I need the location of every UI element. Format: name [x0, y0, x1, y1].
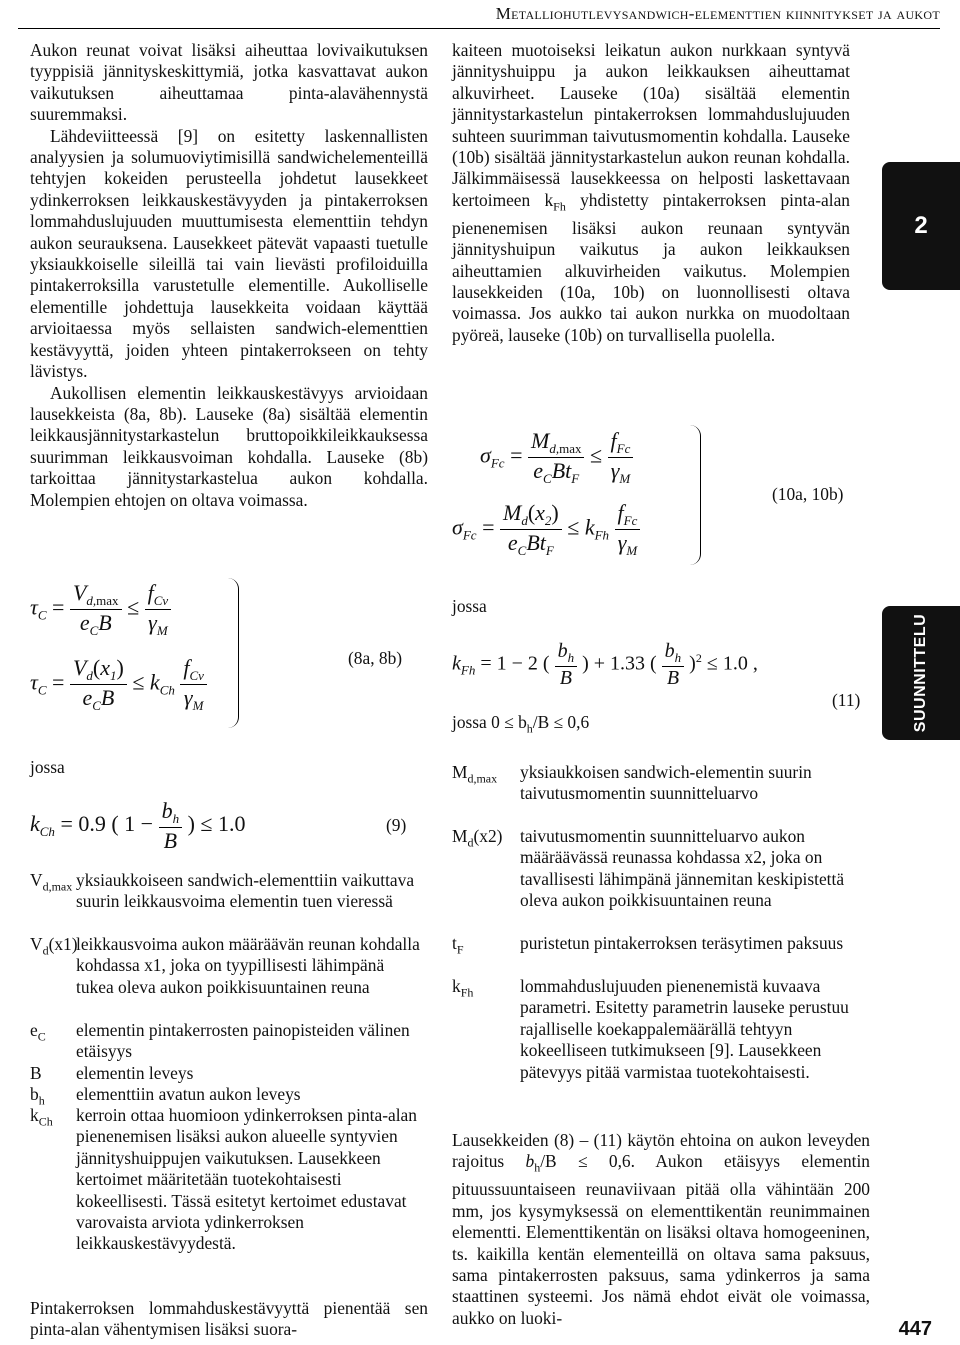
- def-mdx2: $M_d(x2)$ taivutusmomentin suunnitteluarvo aukon määräävässä reunassa kohdassa x2, joka on tavallisesti lähimpänä jännemitan keskipistettä oleva aukon poikkisuuntainen reuna: [452, 826, 845, 911]
- jossa-label-1: jossa: [30, 757, 65, 777]
- label-eq-10: (10a, 10b): [772, 484, 844, 504]
- def-vdmax: $V_{d,max}$ yksiaukkoiseen sandwich-elementtiin vaikuttava suurin leikkausvoima elementin tuen vieressä: [30, 870, 415, 912]
- brace-10: [690, 425, 701, 565]
- equation-10a: $\sigma_{Fc}$ = $\frac{M_{d,max}}{e_CBt_F}$ ≤ $\frac{f_{Fc}}{\gamma_M}$: [480, 428, 633, 487]
- jossa-label-2: jossa: [452, 596, 487, 616]
- left-bottom-text: [30, 1298, 428, 1341]
- page-number: 447: [898, 1318, 932, 1340]
- def-tf: $t_F$ puristetun pintakerroksen teräsytimen paksuus: [452, 933, 844, 957]
- left-paragraph-2: Lähdeviitteessä [9] on esitetty laskennallisten analyysien ja solumuoviytimisillä sandwichelementeillä tehtyjen kokeiden perusteella johdetut lausekkeet ydinkerroksen leikkauskestävyyden ja pintakerroksen lommahduslujuuden muuttumisesta elementtiin tehdyn aukon seurauksena. Lausekkeet pätevät vapaasti tuetulle yksiaukkoiselle sileillä tai vain lievästi profiloiduilla pintakerroksilla varustetulle elementille. Aukolliselle elementille johdettuja lausekkeita voidaan käyttää arvioitaessa myös sellaisten sandwich-elementtien kestävyyttä, joiden yhteen pintakerrokseen on tehty lävistys.: [30, 125, 428, 382]
- left-column-text: [30, 40, 428, 511]
- brace-8: [228, 578, 239, 728]
- def-kfh: $k_{Fh}$ lommahduslujuuden pienenemistä kuvaava parametri. Esitetty parametrin lauseke perustuu rajalliselle koekappalemäärällä tehtyyn kokeelliseen tutkimukseen [9]. Lausekkeen pätevyys pitää varmistaa tuotekohtaisesti.: [452, 976, 849, 1082]
- header-rule: [18, 28, 940, 29]
- label-eq-9: (9): [386, 815, 407, 835]
- label-eq-11: (11): [832, 690, 861, 710]
- right-paragraph-2: Lausekkeiden (8) – (11) käytön ehtoina on aukon leveyden rajoitus $b_h/B \le 0,6$. Aukon etäisyys elementin pituussuuntaiseen reunaviivaan pitää olla vähintään 200 mm, jos kysymyksessä on elementtikentän reunimmainen elementti. Elementtikentän on lisäksi oltava homogeeninen, ts. kaikilla kentän elementeillä on oltava sama paksuus, sama pintakerrosten paksuus, sama ydinkerros ja sama staattinen systeemi. Jos nämä ehdot eivät ole voimassa, aukko on luoki-: [452, 1130, 870, 1328]
- def-ec: $e_C$ elementin pintakerrosten painopisteiden välinen etäisyys: [30, 1020, 410, 1062]
- left-paragraph-1: Aukon reunat voivat lisäksi aiheuttaa lovivaikutuksen tyyppisiä jännityskeskittymiä, jotka kasvattavat aukon vaikutuksen aiheuttamaa pinta-alavähennystä suuremmaksi.: [30, 40, 428, 125]
- equation-9: $k_{Ch} = 0.9$ ( 1 − $\frac{b_h}{B}$ ) ≤ 1.0: [30, 798, 246, 853]
- def-vdx1: $V_d(x1)$ leikkausvoima aukon määräävän reunan kohdalla kohdassa x1, joka on tyypillisesti lähimpänä tukea oleva aukon poikkisuuntainen reuna: [30, 934, 420, 997]
- definitions-left: [30, 870, 422, 1255]
- def-b: B elementin leveys: [30, 1063, 194, 1083]
- right-bottom-text: [452, 1130, 870, 1329]
- def-mdmax: $M_{d,max}$ yksiaukkoisen sandwich-elementin suurin taivutusmomentin suunnitteluarvo: [452, 762, 812, 804]
- right-column-text: [452, 40, 850, 346]
- equation-11: $k_{Fh} = 1 - 2$ ( $\frac{b_h}{B}$ ) + 1.33 ( $\frac{b_h}{B}$ )$^2$ ≤ 1.0 ,: [452, 640, 758, 689]
- def-bh: $b_h$ elementtiin avatun aukon leveys: [30, 1084, 301, 1108]
- equation-8b: $\tau_C$ = $\frac{V_d(x_1)}{e_CB}$ ≤ $k_{Ch}$ $\frac{f_{Cv}}{\gamma_M}$: [30, 655, 207, 714]
- left-paragraph-3: Aukollisen elementin leikkauskestävyys arvioidaan lausekkeista (8a, 8b). Lauseke (8a) sisältää elementin leikkausjännitystarkastelun bruttopoikkileikkauksessa suurimman leikkausvoiman kohdalla. Lauseke (8b) tarkoittaa jännitystarkastelua aukon kohdalla. Molempien ehtojen on oltava voimassa.: [30, 382, 428, 510]
- running-header: Metalliohutlevysandwich-elementtien kiinnitykset ja aukot: [495, 4, 940, 23]
- label-eq-8: (8a, 8b): [348, 648, 403, 668]
- left-paragraph-4: Pintakerroksen lommahduskestävyyttä pienentää sen pinta-alan vähentymisen lisäksi suora-: [30, 1298, 428, 1340]
- right-paragraph-1: kaiteen muotoiseksi leikatun aukon nurkkaan syntyvä jännityshuippu ja aukon leikkauksen aiheuttamat alkuvirheet. Lauseke (10a) sisältää elementin jännitystarkastelun pintakerroksen lommahduslujuuden suhteen suurimman taivutusmomentin kohdalla. Lauseke (10b) sisältää jännitystarkastelun aukon reunan kohdalla. Jälkimmäisessä lausekkeessa on helposti laskettavaan kertoimeen $k_{Fh}$ yhdistetty pintakerroksen pinta-alan pienenemisen lisäksi aukon reunaan syntyvän jännityshuipun vaikutus ja aukon leikkauksen aiheuttamien alkuvirheiden vaikutus. Molempien lausekkeiden (10a, 10b) on luonnollisesti oltava voimassa. Jos aukko tai aukon nurkka on muodoltaan pyöreä, lauseke (10b) on turvallisella puolella.: [452, 40, 850, 345]
- definitions-right: [452, 762, 870, 1083]
- jossa-condition: jossa $0 \le b_h/B \le 0,6$: [452, 712, 590, 736]
- equation-8a: $\tau_C$ = $\frac{V_{d,max}}{e_CB}$ ≤ $\frac{f_{Cv}}{\gamma_M}$: [30, 580, 171, 639]
- chapter-number-tab: 2: [882, 162, 960, 290]
- def-kch: $k_{Ch}$ kerroin ottaa huomioon ydinkerroksen pinta-alan pienenemisen lisäksi aukon alueelle syntyvien jännityshuippujen vaikutuksen. Lausekkeen kertoimet määritetään tuotekohtaisesti kokeellisesti. Tässä esitetyt kertoimet edustavat varovaista arviota ydinkerroksen leikkauskestävyydestä.: [30, 1105, 417, 1254]
- equation-10b: $\sigma_{Fc}$ = $\frac{M_d(x_2)}{e_CBt_F}$ ≤ $k_{Fh}$ $\frac{f_{Fc}}{\gamma_M}$: [452, 500, 640, 559]
- section-tab: SUUNNITTELU: [882, 606, 960, 740]
